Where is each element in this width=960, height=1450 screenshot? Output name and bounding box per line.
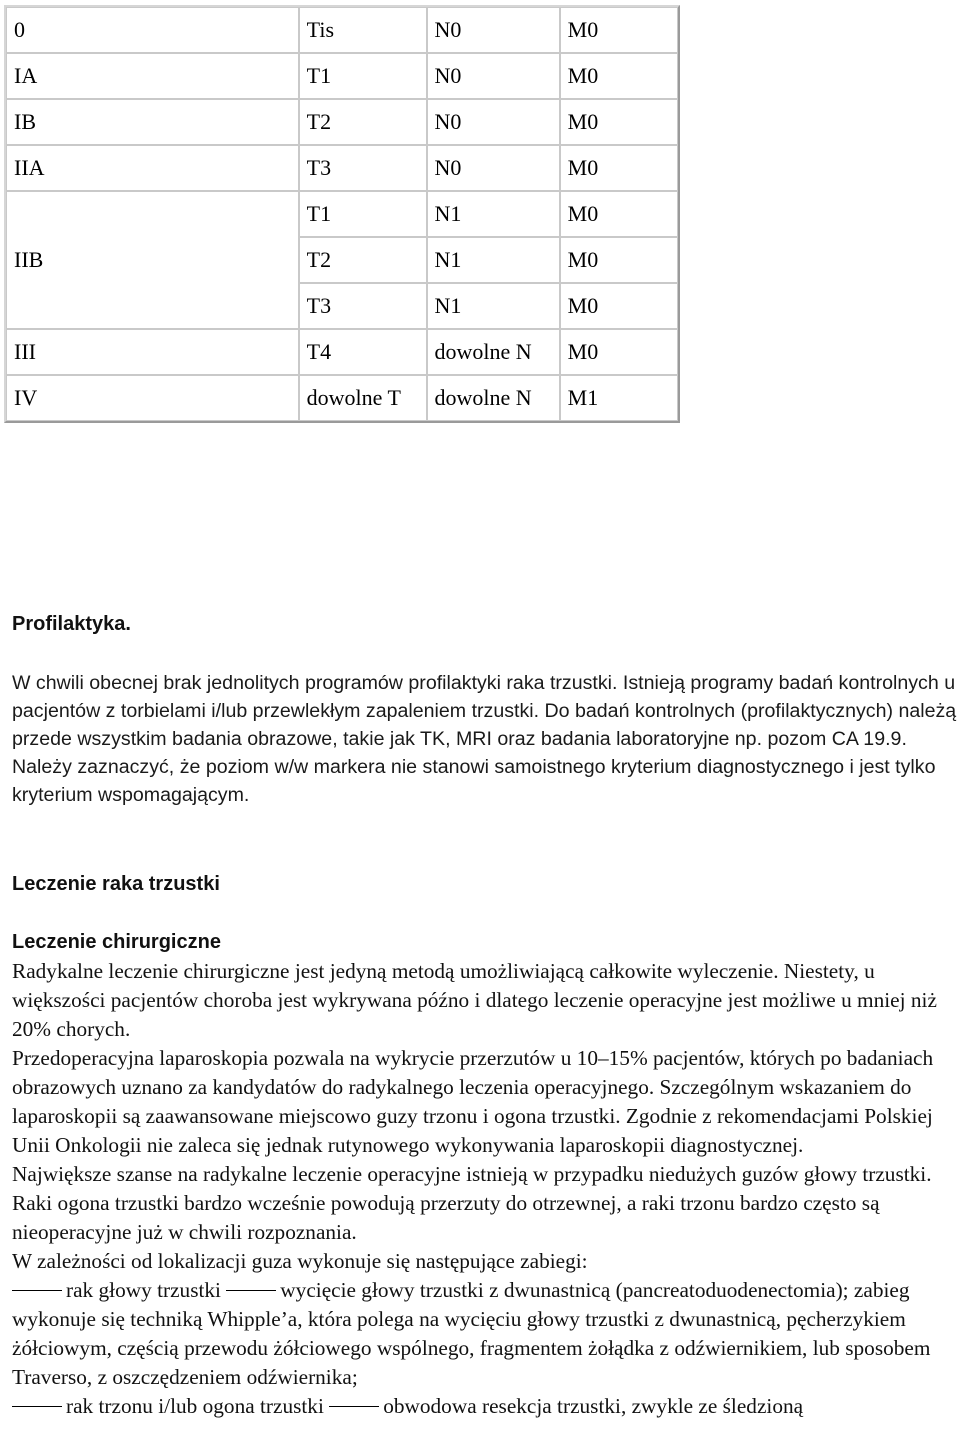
m-cell: M0: [560, 53, 678, 99]
t-cell: dowolne T: [299, 375, 427, 421]
n-cell: dowolne N: [427, 329, 560, 375]
procedure-item: [12, 1392, 958, 1421]
t-cell: T1: [299, 53, 427, 99]
m-cell: M0: [560, 99, 678, 145]
staging-table-body: [6, 7, 678, 421]
em-dash: [329, 1406, 379, 1407]
t-cell: T3: [299, 283, 427, 329]
section-heading-profilaktyka: Profilaktyka.: [12, 613, 131, 635]
procedure-term: rak trzonu i/lub ogona trzustki: [66, 1394, 324, 1418]
paragraph-radykalne: Radykalne leczenie chirurgiczne jest jedyną metodą umożliwiającą całkowite wyleczenie. Niestety, u większości pacjentów choroba jest wykrywana późno i dlatego leczenie operacyjne jest możliwe u mniej niż 20% chorych.: [12, 959, 937, 1041]
t-cell: Tis: [299, 7, 427, 53]
n-cell: N1: [427, 191, 560, 237]
stage-cell: 0: [6, 7, 299, 53]
table-row: [6, 99, 678, 145]
subheading-leczenie-chirurgiczne: Leczenie chirurgiczne: [12, 931, 221, 953]
procedure-term: rak głowy trzustki: [66, 1278, 221, 1302]
profilaktyka-paragraph: W chwili obecnej brak jednolitych programów profilaktyki raka trzustki. Istnieją programy badań kontrolnych u pacjentów z torbielami i/lub przewlekłym zapaleniem trzustki. Do badań kontrolnych (profilaktycznych) należą przede wszystkim badania obrazowe, takie jak TK, MRI oraz badania laboratoryjne np. pozom CA 19.9. Należy zaznaczyć, że poziom w/w markera nie stanowi samoistnego kryterium diagnostycznego i jest tylko kryterium wspomagającym.: [12, 672, 957, 806]
table-row: [6, 145, 678, 191]
paragraph-laparoskopia: Przedoperacyjna laparoskopia pozwala na wykrycie przerzutów u 10–15% pacjentów, których po badaniach obrazowych uznano za kandydatów do radykalnego leczenia operacyjnego. Szczególnym wskazaniem do laparoskopii są zaawansowane miejscowo guzy trzonu i ogona trzustki. Zgodnie z rekomendacjami Polskiej Unii Onkologii nie zaleca się jednak rutynowego wykonywania laparoskopii diagnostycznej.: [12, 1046, 934, 1157]
tnm-staging-table: [4, 5, 680, 423]
procedure-description: obwodowa resekcja trzustki, zwykle ze śledzioną: [383, 1394, 804, 1418]
paragraph-szanse: Największe szanse na radykalne leczenie operacyjne istnieją w przypadku niedużych guzów głowy trzustki. Raki ogona trzustki bardzo wcześnie powodują przerzuty do otrzewnej, a raki trzonu bardzo często są nieoperacyjne już w chwili rozpoznania.: [12, 1162, 932, 1244]
m-cell: M0: [560, 7, 678, 53]
n-cell: N0: [427, 99, 560, 145]
stage-cell: IIA: [6, 145, 299, 191]
stage-cell: IB: [6, 99, 299, 145]
table-row: [6, 53, 678, 99]
em-dash: [226, 1290, 276, 1291]
t-cell: T2: [299, 237, 427, 283]
table-row: [6, 329, 678, 375]
stage-cell: IA: [6, 53, 299, 99]
n-cell: N0: [427, 145, 560, 191]
t-cell: T4: [299, 329, 427, 375]
procedure-description: wycięcie głowy trzustki z dwunastnicą (pancreatoduodenectomia); zabieg wykonuje się techniką Whipple’a, która polega na wycięciu głowy trzustki z dwunastnicą, pęcherzykiem żółciowym, częścią przewodu żółciowego wspólnego, fragmentem żołądka z odźwiernikiem, lub sposobem Traverso, z oszczędzeniem odźwiernika;: [12, 1278, 931, 1389]
n-cell: dowolne N: [427, 375, 560, 421]
n-cell: N1: [427, 237, 560, 283]
n-cell: N0: [427, 7, 560, 53]
leczenie-body: [12, 957, 958, 1421]
stage-cell: IIB: [6, 191, 299, 329]
stage-cell: IV: [6, 375, 299, 421]
em-dash: [12, 1406, 62, 1407]
table-row: [6, 7, 678, 53]
stage-cell: III: [6, 329, 299, 375]
m-cell: M0: [560, 283, 678, 329]
section-heading-leczenie: Leczenie raka trzustki: [12, 873, 220, 895]
table-row: [6, 375, 678, 421]
em-dash: [12, 1290, 62, 1291]
m-cell: M0: [560, 191, 678, 237]
paragraph-zabiegi-intro: W zależności od lokalizacji guza wykonuje się następujące zabiegi:: [12, 1249, 588, 1273]
m-cell: M1: [560, 375, 678, 421]
t-cell: T2: [299, 99, 427, 145]
m-cell: M0: [560, 237, 678, 283]
t-cell: T3: [299, 145, 427, 191]
procedure-item: [12, 1276, 958, 1392]
m-cell: M0: [560, 145, 678, 191]
m-cell: M0: [560, 329, 678, 375]
table-row: [6, 191, 678, 237]
t-cell: T1: [299, 191, 427, 237]
n-cell: N1: [427, 283, 560, 329]
n-cell: N0: [427, 53, 560, 99]
